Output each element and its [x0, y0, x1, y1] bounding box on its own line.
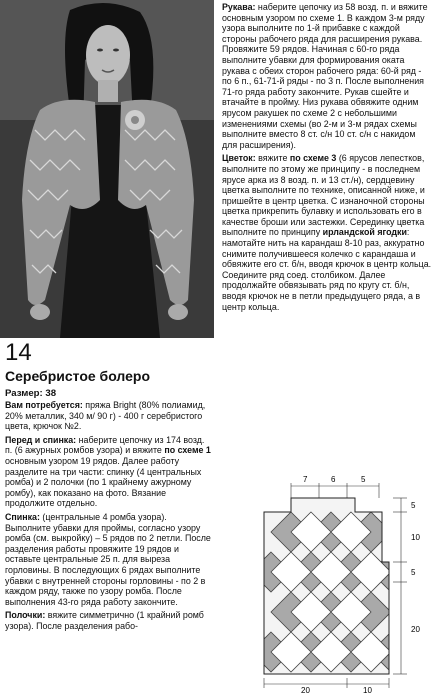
flower-text-a: вяжите	[255, 153, 290, 164]
back-text: (центральные 4 ромба узора). Выполните убавки для проймы, согласно узору ромба (см. выкройку) – 5 рядов по 2 петли. После разделения работы провяжите 19 рядов и оставьте центральные 25 п. для выреза горловины. В последующих 6 рядах выполните убавки с внутренней стороны горловины - по 2 в каждом ряду, также по узору ромба. После выполнения 43-го ряда работу закончите.	[5, 511, 211, 607]
sleeves-text: наберите цепочку из 58 возд. п. и вяжите основным узором по схеме 1. В каждом 3-м ряду узора выполните по 1-й прибавке с каждой стороны рабочего ряда для расширения рукава. Провяжите 59 рядов. Начиная с 60-го ряда выполните убавки для формирования оката рукава с обеих сторон рабочего ряда: 60-й ряд - по 6 п., 61-71-й ряды - по 3 п. После выполнения 71-го ряда работу закончите. Рукав сшейте и втачайте в пройму. Низ рукава обвяжите одним ярусом ракушек по схеме 2 с небольшими изменениями схемы (во 2-м и 3-м рядах схемы выполните вместо 8 ст. с/н 10 ст. с/н с накидом для расширения).	[222, 2, 428, 150]
back-label: Спинка:	[5, 511, 40, 522]
dim-top-1: 7	[303, 475, 308, 484]
right-column	[222, 2, 433, 315]
front-back-emph: по схеме 1	[164, 445, 211, 456]
flower-emph-2: ирландской ягодки	[322, 227, 407, 238]
dim-right-1: 5	[411, 501, 416, 510]
article-title: Серебристое болеро	[5, 368, 150, 384]
model-photo	[0, 0, 214, 338]
sleeves-paragraph	[222, 2, 433, 150]
dim-bottom-2: 10	[363, 686, 372, 694]
fronts-label: Полочки:	[5, 610, 46, 621]
fronts-text: вяжите симметрично (1 крайний ромб узора). После разделения рабо-	[5, 610, 204, 631]
materials-paragraph	[5, 400, 211, 432]
flower-text-c: : намотайте нить на карандаш 8-10 раз, аккуратно снимите получившееся колечко с карандаша и обвяжите его ст. б/н, вводя крючок в центр кольца. Соедините ряд соед. столбиком. Далее продолжайте обвязывать ряд по кругу ст. б/н, вводя крючок не в петли предыдущего ряда, а в центр кольца.	[222, 227, 432, 312]
dim-bottom-1: 20	[301, 686, 310, 694]
fronts-paragraph	[5, 610, 211, 631]
front-back-text-b: основным узором 19 рядов. Далее работу разделите на три части: спинку (4 центральных ромба) и 2 полочки (по 1 крайнему ажурному ромбу), как показано на фото. Вязание продолжите отдельно.	[5, 455, 202, 509]
front-back-paragraph	[5, 435, 211, 509]
flower-label: Цветок:	[222, 153, 256, 164]
dim-right-4: 20	[411, 625, 420, 634]
size-label: Размер: 38	[5, 388, 57, 399]
dim-top-3: 5	[361, 475, 366, 484]
front-back-text-a: наберите цепочку из 174 возд. п. (6 ажурных ромбов узора) и вяжите	[5, 434, 205, 456]
article-number: 14	[5, 339, 32, 366]
back-paragraph	[5, 512, 211, 607]
front-back-label: Перед и спинка:	[5, 434, 77, 445]
materials-text: пряжа Bright (80% полиамид, 20% металлик, 340 м/ 90 г) - 400 г серебристого цвета, крючок №2.	[5, 400, 206, 432]
dim-top-2: 6	[331, 475, 336, 484]
flower-paragraph	[222, 153, 433, 312]
dim-right-3: 5	[411, 568, 416, 577]
left-column	[5, 340, 211, 634]
dim-right-2: 10	[411, 533, 420, 542]
sleeves-label: Рукава:	[222, 2, 256, 12]
flower-text-b: (6 ярусов лепестков, выполните по этому же принципу - в последнем ярусе арка из 8 возд. п. и 13 ст./н), сердцевину цветка выполните по технике, описанной ниже, и пришейте в центр цветка. С изнаночной стороны цветка прикрепить булавку и использовать его в качестве броши или застежки. Серединку цветка выполните по принципу	[222, 153, 425, 238]
flower-emph-1: по схеме 3	[289, 153, 337, 164]
model-illustration	[0, 0, 214, 338]
pattern-schematic	[229, 474, 433, 694]
materials-label: Вам потребуется:	[5, 400, 83, 410]
pattern-diagram	[229, 474, 433, 694]
